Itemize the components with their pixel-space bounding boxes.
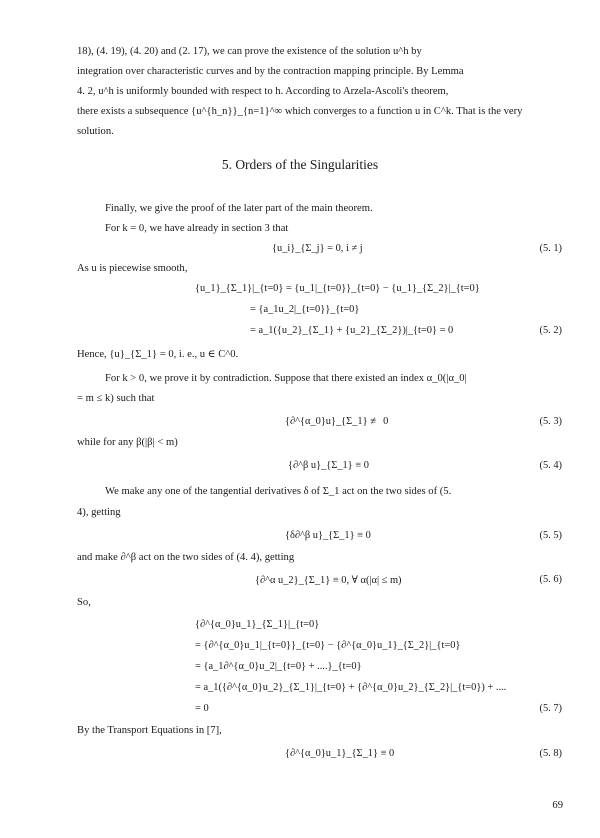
equation-5-2-line-1: {u_1}_{Σ_1}|_{t=0} = {u_1|_{t=0}}_{t=0} − {u_1}_{Σ_2}|_{t=0}: [195, 283, 480, 294]
equation-number-5-8: (5. 8): [539, 748, 562, 759]
top-line-4: there exists a subsequence {u^{h_n}}_{n=1}^∞ which converges to a function u in C^k. That is the very: [77, 106, 523, 117]
equation-5-7-line-2: = {∂^{α_0}u_1|_{t=0}}_{t=0} − {∂^{α_0}u_1}_{Σ_2}|_{t=0}: [195, 640, 461, 651]
section-title: 5. Orders of the Singularities: [221, 157, 379, 172]
equation-5-7-line-1: {∂^{α_0}u_1}_{Σ_1}|_{t=0}: [195, 619, 320, 630]
equation-5-5: {δ∂^β u}_{Σ_1} ≡ 0: [285, 530, 371, 541]
transport-text: By the Transport Equations in [7],: [77, 725, 222, 736]
top-line-1: 18), (4. 19), (4. 20) and (2. 17), we can prove the existence of the solution u^h by: [77, 46, 422, 57]
top-line-5: solution.: [77, 126, 114, 137]
equation-5-3: {∂^{α_0}u}_{Σ_1} ≢ 0: [285, 416, 389, 427]
equation-number-5-6: (5. 6): [539, 574, 562, 585]
top-line-2: integration over characteristic curves and by the contraction mapping principle. By Lemma: [77, 66, 464, 77]
equation-5-2-line-2: = {a_1u_2|_{t=0}}_{t=0}: [250, 304, 360, 315]
equation-number-5-7: (5. 7): [539, 703, 562, 714]
equation-number-5-3: (5. 3): [539, 416, 562, 427]
finally-text: Finally, we give the proof of the later part of the main theorem.: [105, 203, 373, 214]
hence-text: Hence, {u}_{Σ_1} = 0, i. e., u ∈ C^0.: [77, 349, 239, 360]
k-zero-text: For k = 0, we have already in section 3 that: [105, 223, 289, 234]
while-any-text: while for any β(|β| < m): [77, 437, 178, 448]
equation-5-7-line-3: = {a_1∂^{α_0}u_2|_{t=0} + ....}_{t=0}: [195, 661, 362, 672]
piecewise-text: As u is piecewise smooth,: [77, 263, 188, 274]
equation-number-5-2: (5. 2): [539, 325, 562, 336]
k-positive-line-2: = m ≤ k) such that: [77, 393, 155, 404]
equation-5-7-line-5: = 0: [195, 703, 209, 714]
equation-5-4: {∂^β u}_{Σ_1} ≡ 0: [288, 460, 369, 471]
equation-number-5-1: (5. 1): [539, 243, 562, 254]
equation-5-8: {∂^{α_0}u_1}_{Σ_1} ≡ 0: [285, 748, 395, 759]
make-act-text: and make ∂^β act on the two sides of (4. 4), getting: [77, 552, 295, 563]
top-paragraph: [77, 42, 563, 142]
equation-5-2-line-3: = a_1({u_2}_{Σ_1} + {u_2}_{Σ_2})|_{t=0} = 0: [250, 325, 454, 336]
equation-number-5-5: (5. 5): [539, 530, 562, 541]
tangential-line-2: 4), getting: [77, 507, 121, 518]
so-text: So,: [77, 597, 91, 608]
equation-number-5-4: (5. 4): [539, 460, 562, 471]
equation-5-7-line-4: = a_1({∂^{α_0}u_2}_{Σ_1}|_{t=0} + {∂^{α_0}u_2}_{Σ_2}|_{t=0}) + ....: [195, 682, 507, 693]
equation-5-6: {∂^α u_2}_{Σ_1} ≡ 0, ∀ α(|α| ≤ m): [255, 575, 402, 586]
k-positive-line-1: For k > 0, we prove it by contradiction. Suppose that there existed an index α_0(|α_0|: [105, 373, 467, 384]
tangential-line-1: We make any one of the tangential derivatives δ of Σ_1 act on the two sides of (5.: [105, 486, 452, 497]
page-number: 69: [552, 800, 563, 811]
top-line-3: 4. 2, u^h is uniformly bounded with respect to h. According to Arzela-Ascoli's theorem,: [77, 86, 449, 97]
equation-5-1: {u_i}_{Σ_j} = 0, i ≠ j: [272, 243, 363, 254]
